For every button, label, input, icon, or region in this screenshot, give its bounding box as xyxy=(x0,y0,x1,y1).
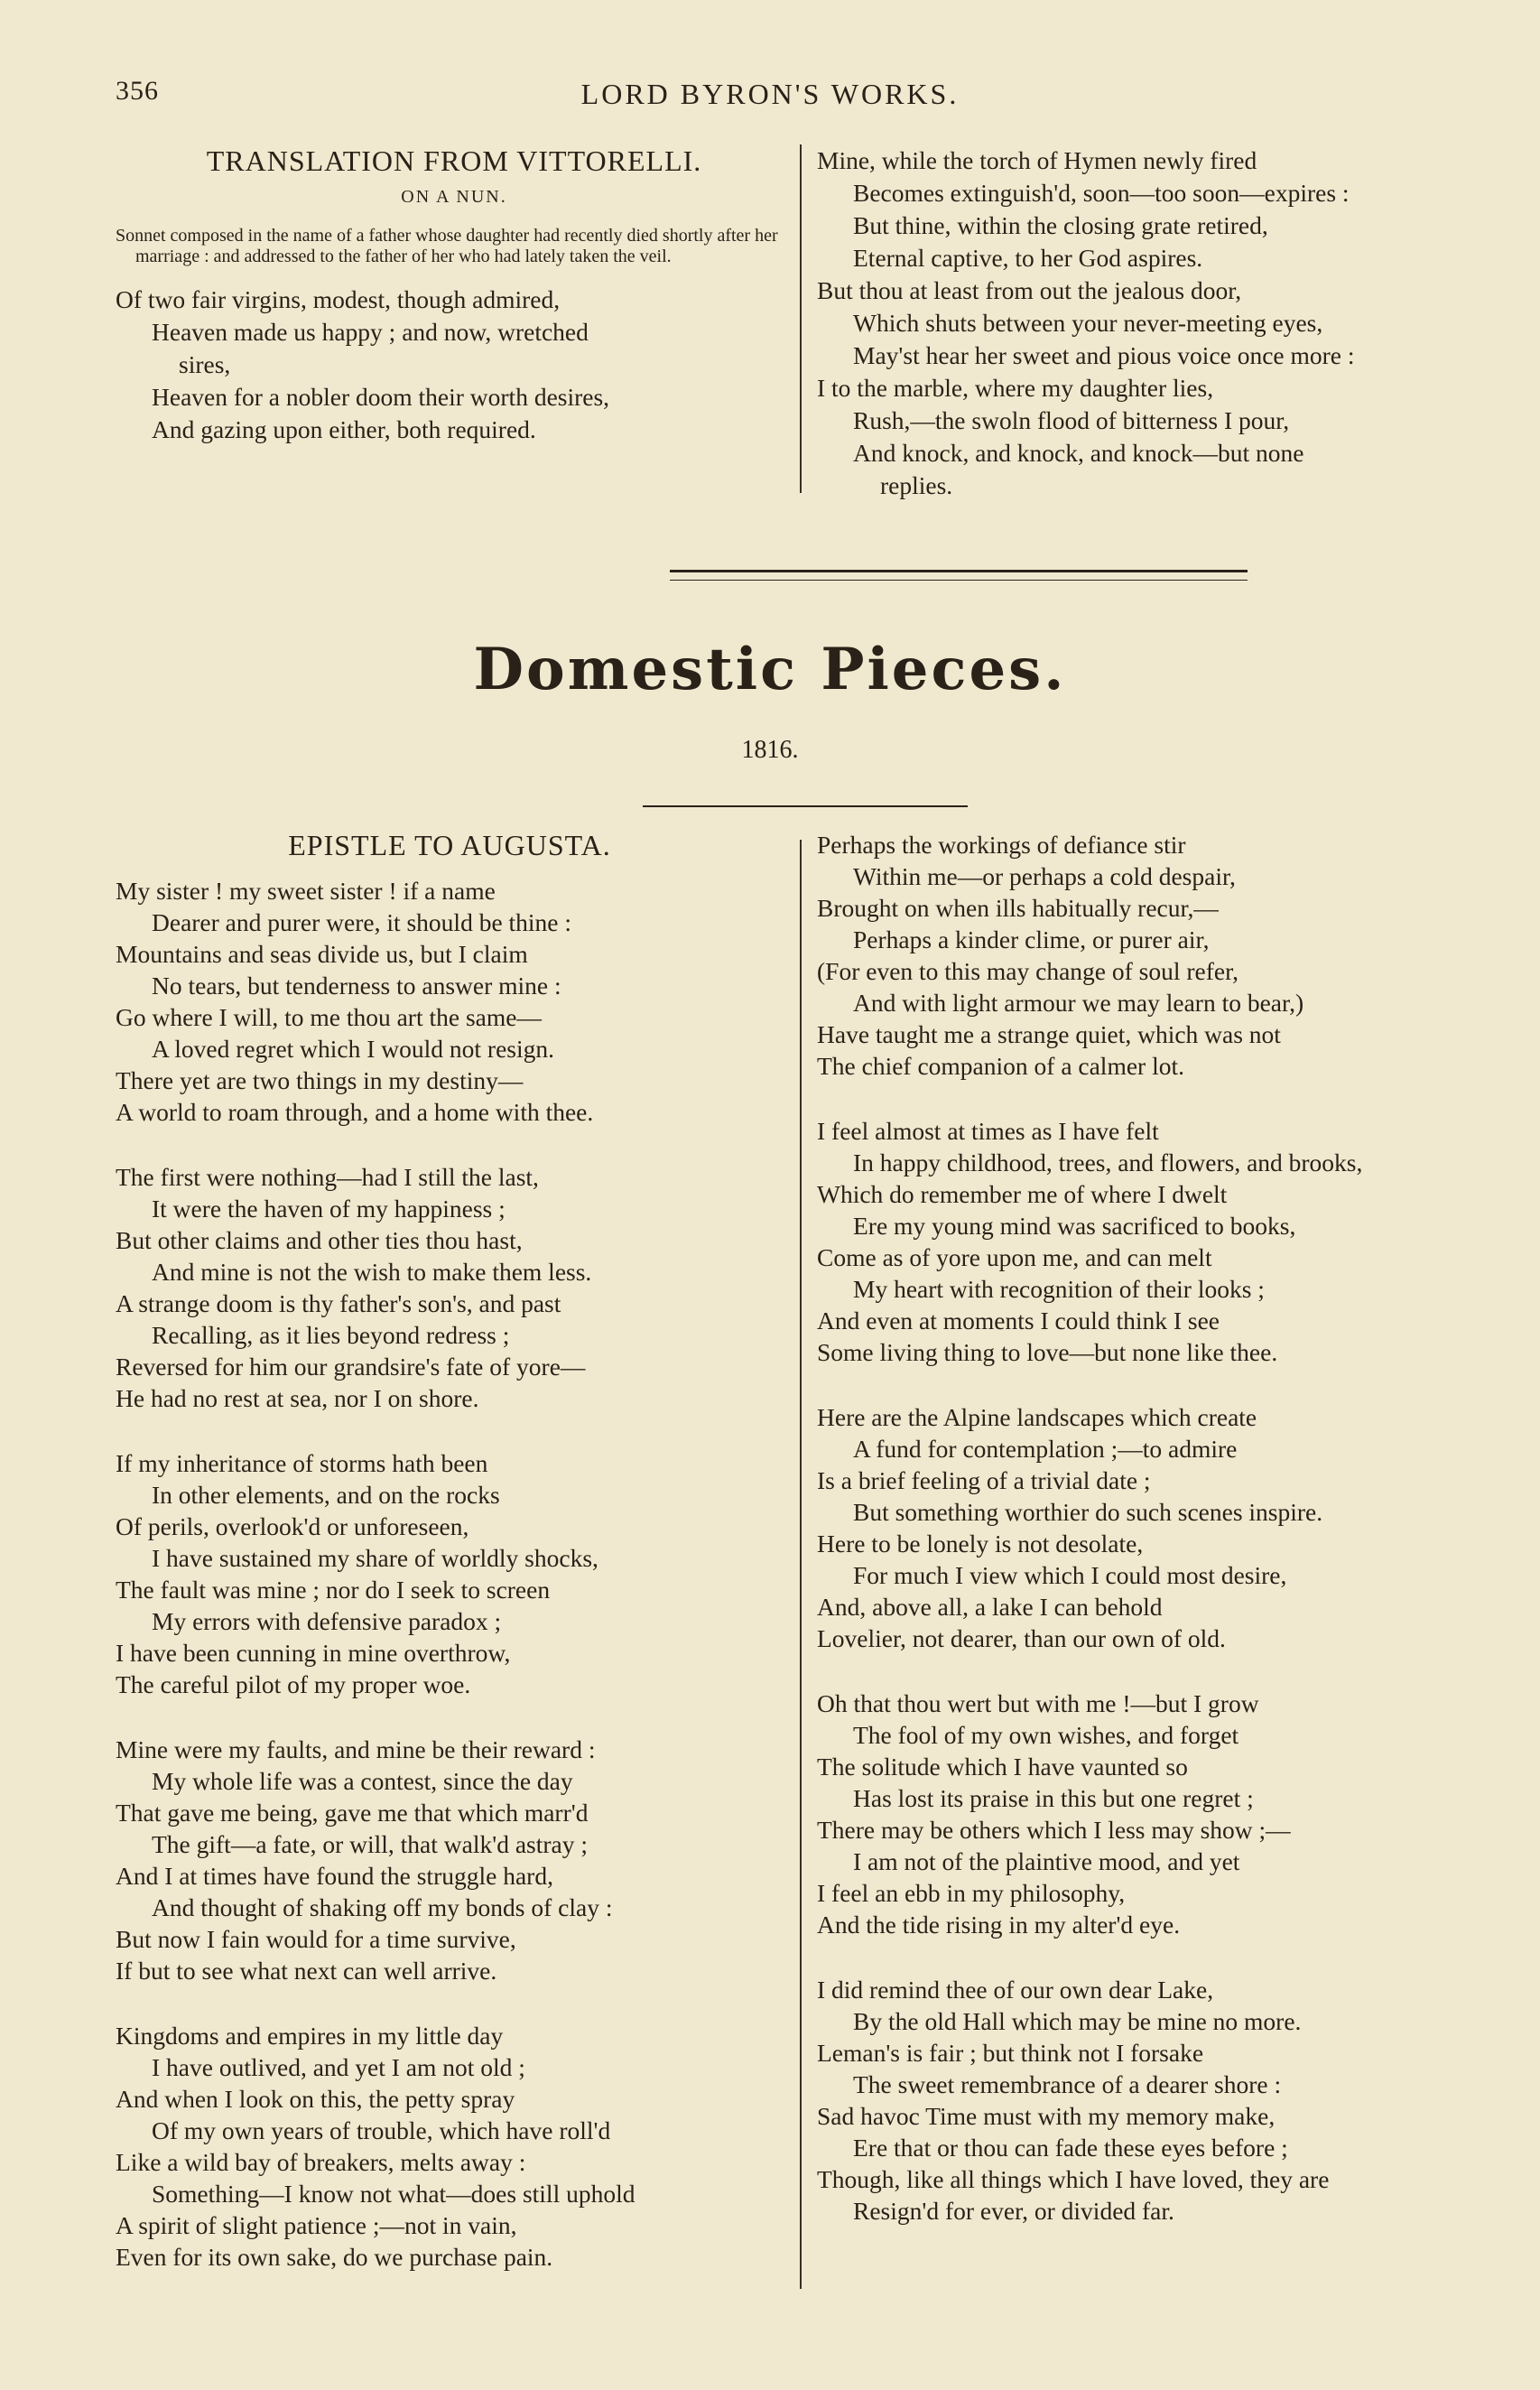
poem-line: replies. xyxy=(880,471,953,499)
poem-line: For much I view which I could most desire, xyxy=(853,1561,1287,1589)
poem-line: But something worthier do such scenes inspire. xyxy=(853,1498,1323,1526)
poem-line: By the old Hall which may be mine no more. xyxy=(853,2007,1302,2035)
column-divider-bottom xyxy=(800,840,802,2289)
poem-line: Perhaps the workings of defiance stir xyxy=(817,831,1186,859)
poem-line: Which shuts between your never-meeting eyes, xyxy=(853,309,1323,337)
epistle-title: EPISTLE TO AUGUSTA. xyxy=(288,829,611,861)
page-number: 356 xyxy=(116,76,159,106)
poem-line: But thou at least from out the jealous door, xyxy=(817,276,1242,304)
poem-line: Within me—or perhaps a cold despair, xyxy=(853,862,1236,890)
stanza xyxy=(817,829,1503,1082)
poem-line: I have outlived, and yet I am not old ; xyxy=(152,2053,525,2081)
vittorelli-left-column xyxy=(116,144,793,446)
poem-line: Sad havoc Time must with my memory make, xyxy=(817,2102,1276,2130)
poem-line: I feel almost at times as I have felt xyxy=(817,1117,1159,1145)
poem-line: In other elements, and on the rocks xyxy=(152,1481,500,1509)
poem-line: Resign'd for ever, or divided far. xyxy=(853,2197,1174,2225)
poem-line: The gift—a fate, or will, that walk'd astray ; xyxy=(152,1830,588,1858)
poem-line: And mine is not the wish to make them less. xyxy=(152,1258,592,1286)
stanza xyxy=(817,1115,1503,1368)
poem-line: A fund for contemplation ;—to admire xyxy=(853,1435,1238,1463)
poem-line: A world to roam through, and a home with thee. xyxy=(116,1098,594,1126)
poem-line: The fool of my own wishes, and forget xyxy=(853,1721,1239,1749)
poem-line: He had no rest at sea, nor I on shore. xyxy=(116,1384,479,1412)
poem-line: And with light armour we may learn to bear,) xyxy=(853,989,1304,1017)
poem-line: A loved regret which I would not resign. xyxy=(152,1035,555,1063)
poem-line: Ere my young mind was sacrificed to books, xyxy=(853,1212,1296,1240)
section-title: Domestic Pieces. xyxy=(473,636,1067,703)
poem-line: I have sustained my share of worldly shocks, xyxy=(152,1544,598,1572)
poem-line: I to the marble, where my daughter lies, xyxy=(817,374,1214,402)
poem-line: Reversed for him our grandsire's fate of yore— xyxy=(116,1353,586,1381)
stanza xyxy=(116,1447,784,1700)
poem-line: But other claims and other ties thou hast, xyxy=(116,1226,523,1254)
poem-line: Even for its own sake, do we purchase pain. xyxy=(116,2243,553,2271)
poem-line: I am not of the plaintive mood, and yet xyxy=(853,1847,1240,1875)
poem-line: Though, like all things which I have loved, they are xyxy=(817,2165,1330,2193)
poem-line: Rush,—the swoln flood of bitterness I pour, xyxy=(853,406,1290,434)
poem-line: But thine, within the closing grate retired, xyxy=(853,211,1268,239)
poem-line: The solitude which I have vaunted so xyxy=(817,1753,1188,1781)
poem-line: The first were nothing—had I still the last, xyxy=(116,1163,539,1191)
poem-line: It were the haven of my happiness ; xyxy=(152,1195,506,1223)
poem-line: Mine, while the torch of Hymen newly fired xyxy=(817,146,1257,174)
stanza xyxy=(817,1688,1503,1940)
poem-line: Of my own years of trouble, which have roll'd xyxy=(152,2116,611,2144)
poem-line: Is a brief feeling of a trivial date ; xyxy=(817,1466,1151,1494)
poem-line: I feel an ebb in my philosophy, xyxy=(817,1879,1126,1907)
poem-line: And gazing upon either, both required. xyxy=(152,415,536,443)
poem-line: Which do remember me of where I dwelt xyxy=(817,1180,1228,1208)
column-divider-top xyxy=(800,144,802,493)
vittorelli-title: TRANSLATION FROM VITTORELLI. xyxy=(206,144,702,177)
vittorelli-subtitle: ON A NUN. xyxy=(401,187,507,207)
stanza xyxy=(817,1974,1503,2227)
section-year: 1816. xyxy=(741,736,799,764)
poem-line: Of two fair virgins, modest, though admired, xyxy=(116,285,561,313)
poem-line: Kingdoms and empires in my little day xyxy=(116,2022,504,2050)
poem-line: Recalling, as it lies beyond redress ; xyxy=(152,1321,510,1349)
poem-line: Lovelier, not dearer, than our own of old. xyxy=(817,1624,1226,1652)
poem-line: No tears, but tenderness to answer mine : xyxy=(152,972,561,1000)
poem-line: If my inheritance of storms hath been xyxy=(116,1449,488,1477)
poem-line: And thought of shaking off my bonds of clay : xyxy=(152,1893,613,1921)
poem-line: My heart with recognition of their looks ; xyxy=(853,1275,1265,1303)
poem-line: A spirit of slight patience ;—not in vain, xyxy=(116,2211,517,2239)
running-title: LORD BYRON'S WORKS. xyxy=(580,78,960,110)
poem-line: And, above all, a lake I can behold xyxy=(817,1593,1163,1621)
poem-line: A strange doom is thy father's son's, and past xyxy=(116,1289,561,1317)
poem-line: My errors with defensive paradox ; xyxy=(152,1607,502,1635)
section-double-rule xyxy=(670,570,1248,581)
poem-line: Of perils, overlook'd or unforeseen, xyxy=(116,1512,469,1540)
section-short-rule xyxy=(643,805,968,807)
poem-line: Becomes extinguish'd, soon—too soon—expires : xyxy=(853,179,1350,207)
poem-line: The careful pilot of my proper woe. xyxy=(116,1670,471,1698)
poem-line: The fault was mine ; nor do I seek to screen xyxy=(116,1576,551,1604)
poem-line: Perhaps a kinder clime, or purer air, xyxy=(853,925,1210,953)
epistle-left-column xyxy=(116,829,784,2306)
poem-line: And knock, and knock, and knock—but none xyxy=(853,439,1304,467)
poem-line: Mine were my faults, and mine be their reward : xyxy=(116,1735,596,1763)
poem-line: There yet are two things in my destiny— xyxy=(116,1066,524,1094)
poem-line: Here are the Alpine landscapes which create xyxy=(817,1403,1257,1431)
poem-line: The sweet remembrance of a dearer shore : xyxy=(853,2070,1282,2098)
poem-line: Go where I will, to me thou art the same— xyxy=(116,1003,542,1031)
stanza xyxy=(817,1401,1503,1654)
poem-line: Some living thing to love—but none like thee. xyxy=(817,1338,1278,1366)
poem-line: sires, xyxy=(179,350,231,378)
poem-line: And even at moments I could think I see xyxy=(817,1307,1220,1334)
poem-line: My sister ! my sweet sister ! if a name xyxy=(116,877,496,905)
poem-line: But now I fain would for a time survive, xyxy=(116,1925,516,1953)
poem-line: I did remind thee of our own dear Lake, xyxy=(817,1976,1214,2004)
poem-line: May'st hear her sweet and pious voice once more : xyxy=(853,341,1355,369)
stanza xyxy=(116,875,784,1128)
vittorelli-right-column xyxy=(817,144,1503,502)
stanza xyxy=(116,2020,784,2273)
poem-line: And when I look on this, the petty spray xyxy=(116,2085,515,2113)
poem-line: (For even to this may change of soul refer, xyxy=(817,957,1239,985)
poem-line: Eternal captive, to her God aspires. xyxy=(853,244,1203,272)
poem-line: Have taught me a strange quiet, which was not xyxy=(817,1020,1281,1048)
poem-line: And I at times have found the struggle hard, xyxy=(116,1862,553,1890)
poem-line: Mountains and seas divide us, but I claim xyxy=(116,940,528,968)
poem-line: Has lost its praise in this but one regret ; xyxy=(853,1784,1254,1812)
poem-line: The chief companion of a calmer lot. xyxy=(817,1052,1184,1080)
poem-line: In happy childhood, trees, and flowers, and brooks, xyxy=(853,1149,1363,1176)
poem-line: Leman's is fair ; but think not I forsake xyxy=(817,2039,1204,2067)
poem-line: Heaven for a nobler doom their worth desires, xyxy=(152,383,610,411)
poem-line: And the tide rising in my alter'd eye. xyxy=(817,1911,1181,1939)
poem-line: If but to see what next can well arrive. xyxy=(116,1957,497,1985)
epistle-right-column xyxy=(817,829,1503,2260)
poem-line: There may be others which I less may show ;— xyxy=(817,1816,1291,1844)
poem-line: Brought on when ills habitually recur,— xyxy=(817,894,1219,922)
stanza xyxy=(116,1734,784,1986)
poem-line: Something—I know not what—does still uphold xyxy=(152,2180,635,2208)
poem-line: Dearer and purer were, it should be thine : xyxy=(152,908,572,936)
poem-line: Oh that thou wert but with me !—but I grow xyxy=(817,1689,1259,1717)
vittorelli-note: Sonnet composed in the name of a father whose daughter had recently died shortly after her marriage : and addressed to the father of her who had lately taken the veil. xyxy=(116,226,778,266)
poem-line: I have been cunning in mine overthrow, xyxy=(116,1639,511,1667)
poem-line: Like a wild bay of breakers, melts away : xyxy=(116,2148,526,2176)
poem-line: That gave me being, gave me that which marr'd xyxy=(116,1799,589,1827)
poem-line: Ere that or thou can fade these eyes before ; xyxy=(853,2134,1288,2162)
poem-line: My whole life was a contest, since the day xyxy=(152,1767,573,1795)
poem-line: Heaven made us happy ; and now, wretched xyxy=(152,318,589,346)
stanza xyxy=(116,1161,784,1414)
poem-line: Here to be lonely is not desolate, xyxy=(817,1530,1144,1558)
poem-line: Come as of yore upon me, and can melt xyxy=(817,1243,1212,1271)
